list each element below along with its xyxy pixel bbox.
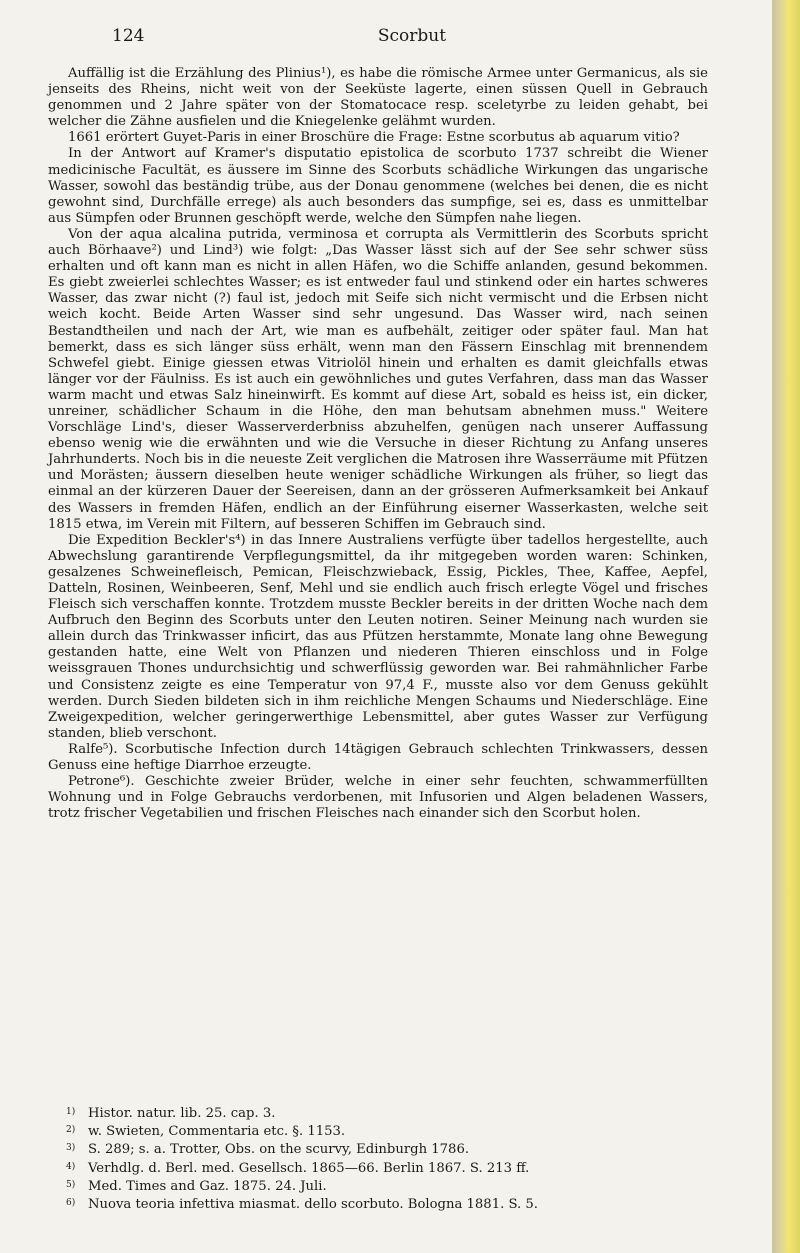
footnote-text: Med. Times and Gaz. 1875. 24. Juli.	[88, 1178, 327, 1194]
footnote-mark: 2)	[66, 1125, 76, 1136]
paragraph-petrone: Petrone⁶). Geschichte zweier Brüder, welche in einer sehr feuchten, schwammerfüllten Wohnung und in Folge Gebrauchs verdorbenen, mit Infusorien und Algen beladenen Wassers, trotz frischer Vegetabilien und frischen Fleisches nach einander sich den Scorbut holen.	[48, 774, 708, 822]
paragraph-plinius: Auffällig ist die Erzählung des Plinius¹), es habe die römische Armee unter Germanicus, als sie jenseits des Rheins, nicht weit von der Seeküste lagerte, einen süssen Quell in Gebrauch genommen und 2 Jahre später von der Stomatocace resp. sceletyrbe zu leiden gehabt, bei welcher die Zähne ausfielen und die Kniegelenke gelähmt wurden.	[48, 66, 708, 130]
page-header	[112, 26, 712, 50]
page-edge-binding	[772, 0, 800, 1253]
footnote	[66, 1140, 706, 1158]
footnote	[66, 1104, 706, 1122]
footnote-text: S. 289; s. a. Trotter, Obs. on the scurvy, Edinburgh 1786.	[88, 1142, 470, 1158]
paragraph-ralfe: Ralfe⁵). Scorbutische Infection durch 14tägigen Gebrauch schlechten Trinkwassers, dessen Genuss eine heftige Diarrhoe erzeugte.	[48, 741, 708, 774]
footnote-text: w. Swieten, Commentaria etc. §. 1153.	[88, 1124, 346, 1140]
page-number: 124	[112, 26, 145, 46]
paragraph-guyet: 1661 erörtert Guyet-Paris in einer Broschüre die Frage: Estne scorbutus ab aquarum vitio?	[68, 130, 680, 146]
footnote-text: Verhdlg. d. Berl. med. Gesellsch. 1865—66. Berlin 1867. S. 213 ff.	[88, 1160, 530, 1176]
running-title: Scorbut	[377, 26, 447, 46]
body-text	[48, 66, 708, 822]
footnote-mark: 3)	[66, 1143, 76, 1154]
footnote	[66, 1195, 706, 1213]
footnote-mark: 6)	[66, 1198, 76, 1209]
footnote	[66, 1159, 706, 1177]
paragraph-aqua-alcalina: Von der aqua alcalina putrida, verminosa et corrupta als Vermittlerin des Scorbuts spricht auch Börhaave²) und Lind³) wie folgt: „Das Wasser lässt sich auf der See sehr schwer süss erhalten und oft kann man es nicht in allen Häfen, wo die Schiffe anlanden, gesund bekommen. Es giebt zweierlei schlechtes Wasser; es ist entweder faul und stinkend oder ein hartes schweres Wasser, das zwar nicht (?) faul ist, jedoch mit Seife sich nicht vermischt und die Erbsen nicht weich kocht. Beide Arten Wasser sind sehr ungesund. Das Wasser wird, nach seinen Bestandtheilen und nach der Art, wie man es aufbehält, zeitiger oder später faul. Man hat bemerkt, dass es sich länger süss erhält, wenn man den Fässern Einschlag mit brennendem Schwefel giebt. Einige giessen etwas Vitriolöl hinein und erhalten es damit gleichfalls etwas länger vor der Fäulniss. Es ist auch ein gewöhnliches und gutes Verfahren, dass man das Wasser warm macht und etwas Salz hineinwirft. Es kommt auf diese Art, sobald es heiss ist, ein dicker, unreiner, schädlicher Schaum in die Höhe, den man behutsam abnehmen muss." Weitere Vorschläge Lind's, dieser Wasserverderbniss abzuhelfen, genügen nach unserer Auffassung ebenso wenig wie die erwähnten und wie die Versuche in dieser Richtung zu Anfang unseres Jahrhunderts. Noch bis in die neueste Zeit verglichen die Matrosen ihre Wasserräume mit Pfützen und Morästen; äussern dieselben heute weniger schädliche Wirkungen als früher, so liegt das einmal an der kürzeren Dauer der Seereisen, dann an der grösseren Aufmerksamkeit bei Ankauf des Wassers in fremden Häfen, endlich an der Einführung eiserner Wasserkasten, welche seit 1815 etwa, im Verein mit Filtern, auf besseren Schiffen im Gebrauch sind.	[48, 226, 708, 532]
footnote	[66, 1177, 706, 1195]
footnote	[66, 1122, 706, 1140]
paragraph-wiener-facultaet: In der Antwort auf Kramer's disputatio epistolica de scorbuto 1737 schreibt die Wiener medicinische Facultät, es äussere im Sinne des Scorbuts schädliche Wirkungen das ungarische Wasser, sowohl das beständig trübe, aus der Donau genommene (welches bei denen, die es nicht gewohnt sind, Durchfälle errege) als auch besonders das sumpfige, sei es, dass es unmittelbar aus Sümpfen oder Brunnen geschöpft werde, welche den Sümpfen nahe liegen.	[48, 146, 708, 226]
footnote-mark: 5)	[66, 1179, 76, 1190]
footnote-mark: 4)	[66, 1161, 76, 1172]
paragraph-beckler-expedition: Die Expedition Beckler's⁴) in das Innere Australiens verfügte über tadellos hergestellte, auch Abwechslung garantirende Verpflegungsmittel, da ihr mitgegeben worden waren: Schinken, gesalzenes Schweinefleisch, Pemican, Fleischzwieback, Essig, Pickles, Thee, Kaffee, Aepfel, Datteln, Rosinen, Weinbeeren, Senf, Mehl und sie endlich auch frisch erlegte Vögel und frisches Fleisch sich verschaffen konnte. Trotzdem musste Beckler bereits in der dritten Woche nach dem Aufbruch den Beginn des Scorbuts unter den Leuten notiren. Seiner Meinung nach wurden sie allein durch das Trinkwasser inficirt, das aus Pfützen herstammte, Monate lang ohne Bewegung gestanden hatte, eine Welt von Pflanzen und niederen Thieren einschloss und in Folge weissgrauen Thones undurchsichtig und schwerflüssig geworden war. Bei rahmähnlicher Farbe und Consistenz zeigte es eine Temperatur von 97,4 F., musste also vor dem Genuss gekühlt werden. Durch Sieden bildeten sich in ihm reichliche Mengen Schaums und Niederschläge. Eine Zweigexpedition, welcher geringerwerthige Lebensmittel, aber gutes Wasser zur Verfügung standen, blieb verschont.	[48, 532, 708, 741]
footnotes	[66, 1104, 706, 1213]
footnote-text: Histor. natur. lib. 25. cap. 3.	[88, 1106, 276, 1121]
footnote-mark: 1)	[66, 1107, 76, 1117]
footnote-text: Nuova teoria infettiva miasmat. dello scorbuto. Bologna 1881. S. 5.	[88, 1197, 539, 1213]
